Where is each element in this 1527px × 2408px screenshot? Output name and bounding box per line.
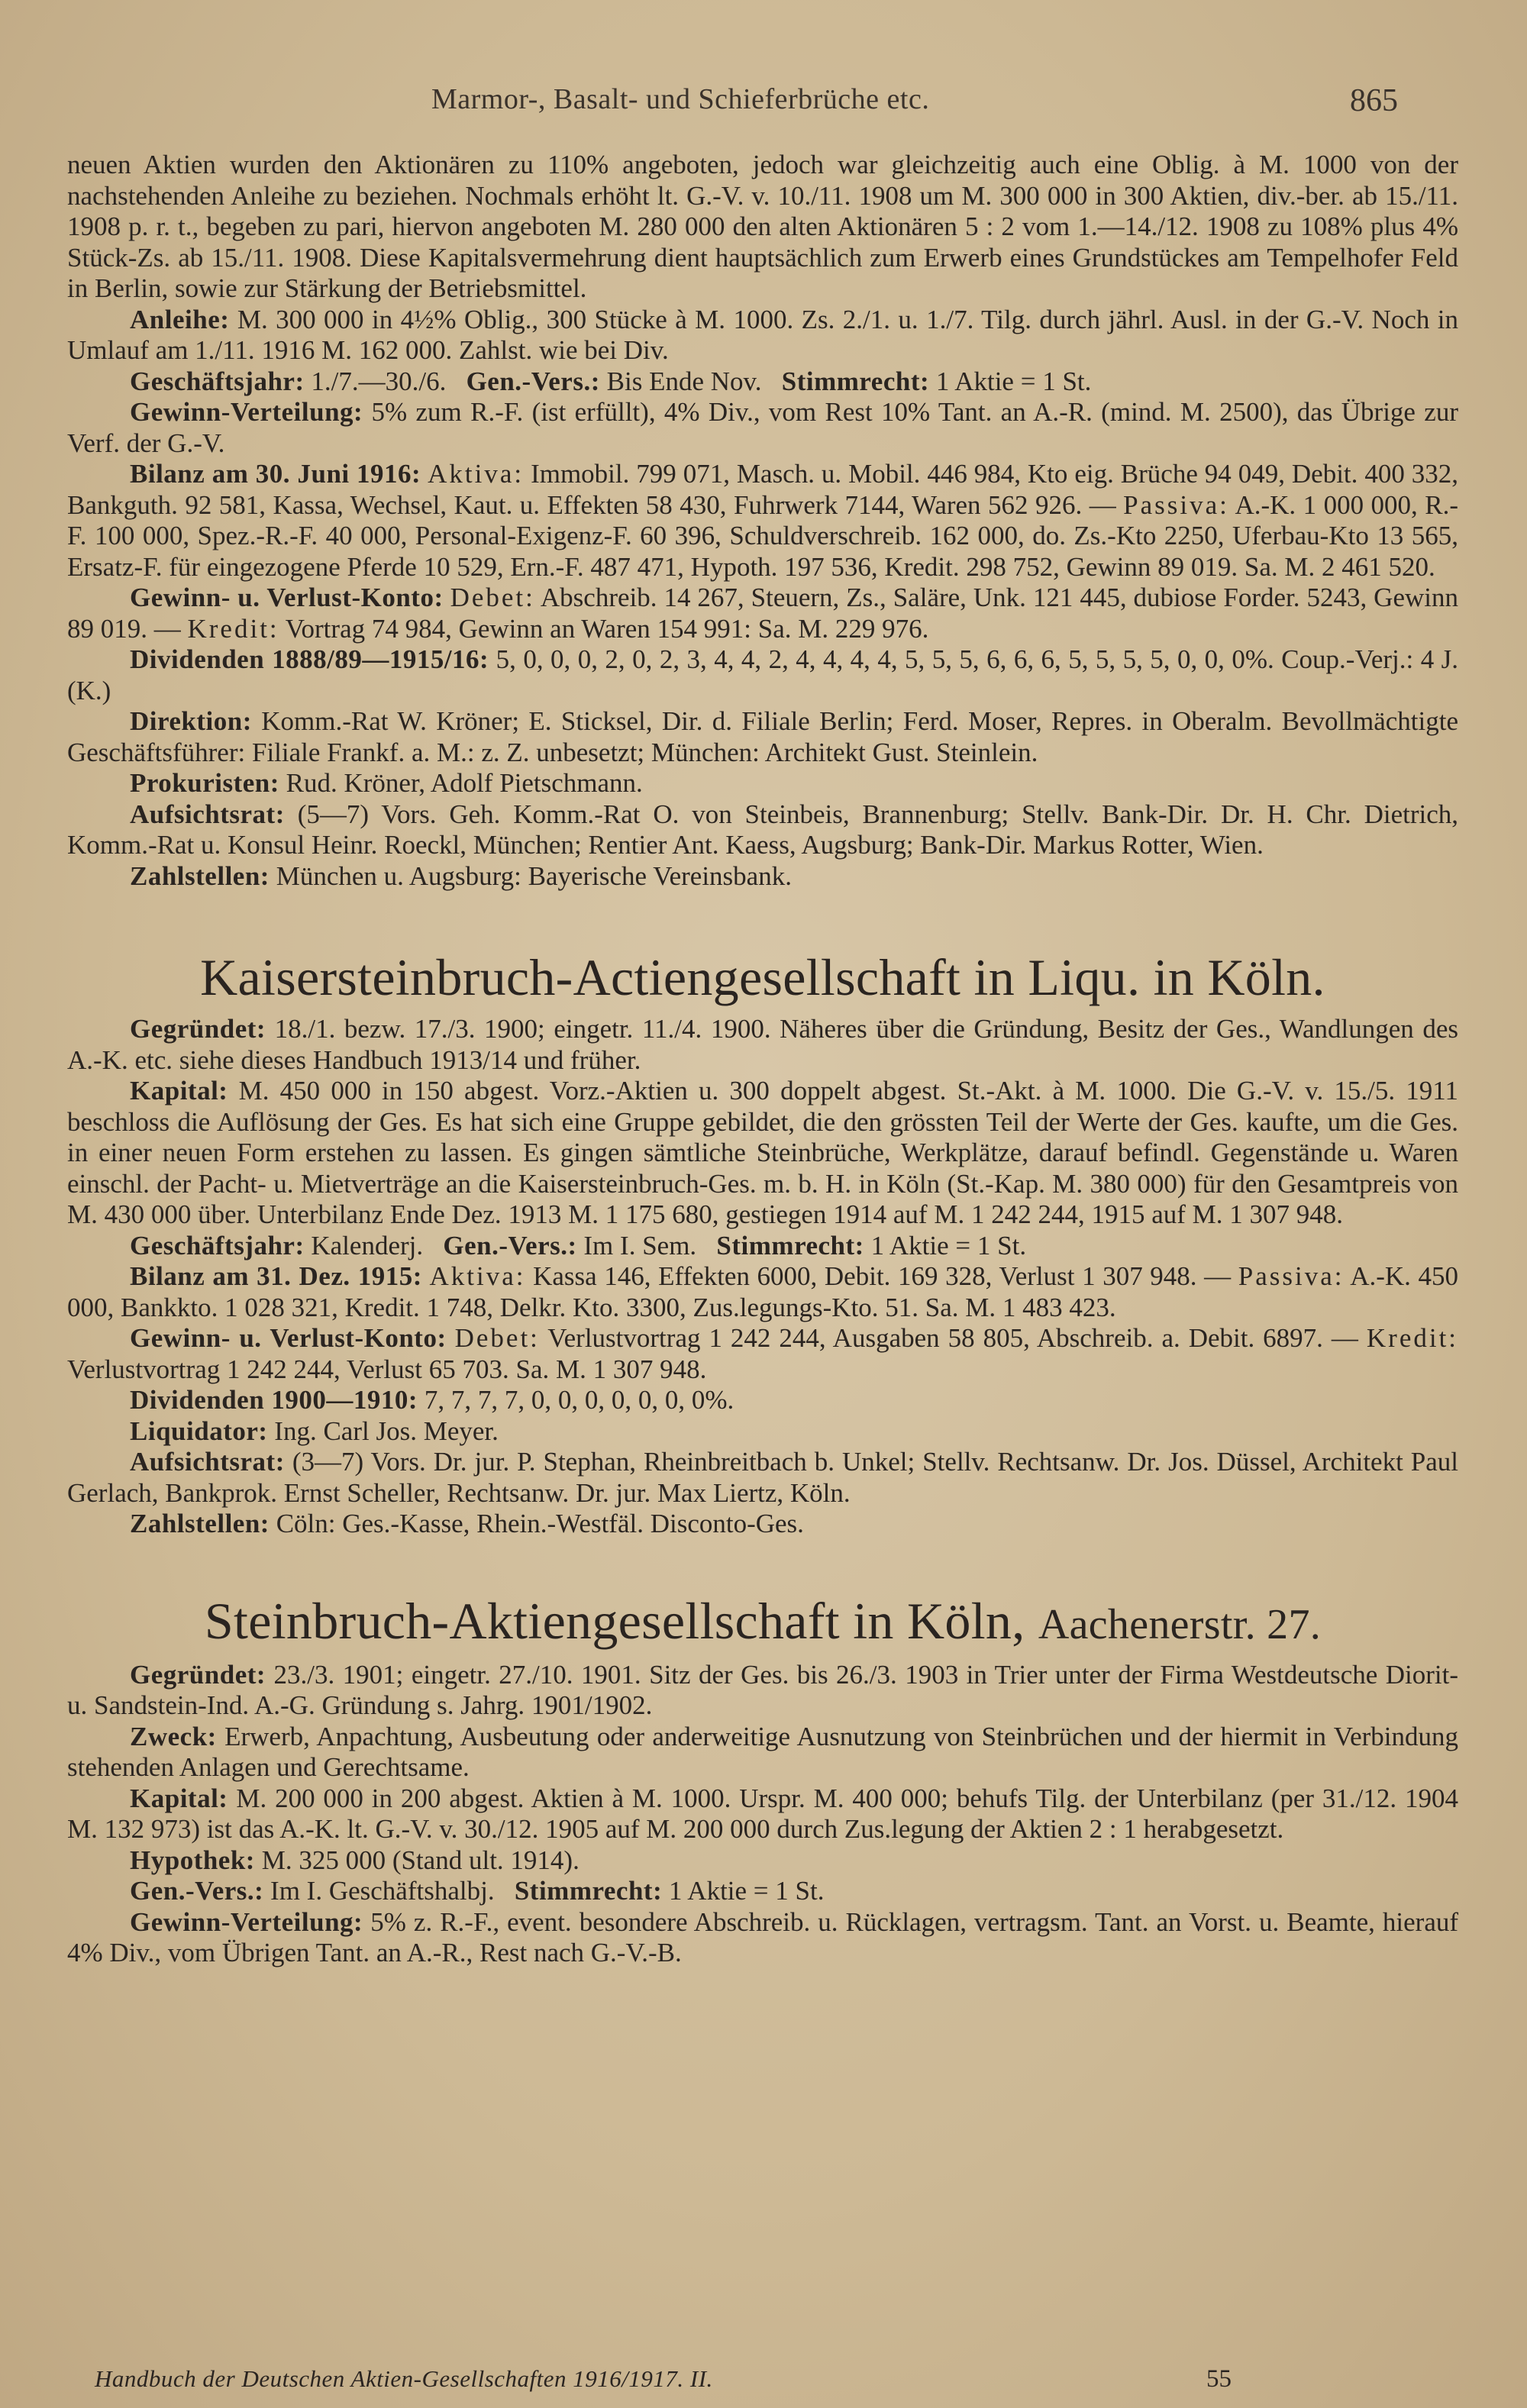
kaiserstein-gegruendet-paragraph (67, 1014, 1458, 1076)
aufsichtsrat-paragraph (67, 799, 1458, 861)
kaiserstein-zahlstellen-text: Cöln: Ges.-Kasse, Rhein.-Westfäl. Disconto-Ges. (276, 1509, 804, 1538)
aktiva-label: Aktiva: (428, 459, 525, 489)
passiva-text: A.-K. 1 000 000, R.-F. 100 000, Spez.-R.-F. 40 000, Personal-Exigenz-F. 60 396, Schuldverschreib. 162 000, do. Zs.-Kto 2250, Uferbau-Kto 13 565, Ersatz-F. für eingezogene Pferde 10 529, Ern.-F. 487 471, Hypoth. 197 536, Kredit. 298 752, Gewinn 89 019. Sa. M. 2 461 520. (67, 489, 1458, 582)
anleihe-label: Anleihe: (130, 304, 230, 334)
kredit-text: Vortrag 74 984, Gewinn an Waren 154 991: Sa. M. 229 976. (285, 613, 929, 644)
kaiserstein-aufsichtsrat-label: Aufsichtsrat: (130, 1447, 285, 1477)
steinbruch-stimmrecht-label: Stimmrecht: (514, 1876, 663, 1906)
kaiserstein-kapital-text: M. 450 000 in 150 abgest. Vorz.-Aktien u. 300 doppelt abgest. St.-Akt. à M. 1000. Die G.-V. v. 15./5. 1911 beschloss die Auflösung der Ges. Es hat sich eine Gruppe gebildet, die den grössten Teil der Werte der Ges. kaufte, um die Ges. in einer neuen Form erstehen zu lassen. Es gingen sämtliche Steinbrüche, Werkplätze, darauf befindl. Gegenstände u. Waren einschl. der Pacht- u. Mietverträge an die Kaisersteinbruch-Ges. m. b. H. in Köln (St.-Kap. M. 380 000) für den Gesamtpreis von M. 430 000 über. Unterbilanz Ende Dez. 1913 M. 1 175 680, gestiegen 1914 auf M. 1 242 244, 1915 auf M. 1 307 948. (67, 1076, 1459, 1229)
kaiserstein-dividenden-label: Dividenden 1900—1910: (130, 1385, 418, 1415)
kaiserstein-gegruendet-label: Gegründet: (130, 1014, 266, 1044)
page-content (67, 150, 1458, 1969)
kaiserstein-liquidator-paragraph (67, 1416, 1458, 1448)
stimmrecht-label: Stimmrecht: (781, 366, 930, 396)
kaiserstein-kredit-label: Kredit: (1366, 1323, 1459, 1353)
kaiserstein-zahlstellen-label: Zahlstellen: (130, 1509, 270, 1538)
kaiserstein-title: Kaisersteinbruch-Actiengesellschaft in Liqu. in Köln. (200, 948, 1325, 1006)
steinbruch-gegruendet-label: Gegründet: (130, 1659, 266, 1690)
kaiserstein-passiva-label: Passiva: (1238, 1261, 1345, 1291)
direktion-label: Direktion: (130, 706, 252, 736)
steinbruch-title-main: Steinbruch-Aktiengesellschaft in Köln, (204, 1591, 1025, 1650)
steinbruch-zweck-label: Zweck: (130, 1721, 217, 1751)
kaiserstein-entry (67, 947, 1458, 1540)
kredit-label: Kredit: (187, 613, 279, 644)
capital-continuation-paragraph: neuen Aktien wurden den Aktionären zu 110% angeboten, jedoch war gleichzeitig auch eine Oblig. à M. 1000 von der nachstehenden Anleihe zu beziehen. Nochmals erhöht lt. G.-V. v. 10./11. 1908 um M. 300 000 in 300 Aktien, div.-ber. ab 15./11. 1908 p. r. t., begeben zu pari, hiervon angeboten M. 280 000 den alten Aktionären 5 : 2 vom 1.—14./12. 1908 zu 108% plus 4% Stück-Zs. ab 15./11. 1908. Diese Kapitalsvermehrung dient hauptsächlich zum Erwerb eines Grundstückes am Tempelhofer Feld in Berlin, sowie zur Stärkung der Betriebsmittel. (67, 150, 1458, 303)
steinbruch-genvers-label: Gen.-Vers.: (130, 1876, 264, 1906)
kaiserstein-zahlstellen-paragraph (67, 1509, 1458, 1540)
kaiserstein-stimmrecht-text: 1 Aktie = 1 St. (870, 1230, 1027, 1260)
stimmrecht-text: 1 Aktie = 1 St. (935, 366, 1092, 396)
guv-paragraph (67, 583, 1458, 644)
steinbruch-zweck-text: Erwerb, Anpachtung, Ausbeutung oder anderweitige Ausnutzung von Steinbrüchen und der hiermit in Verbindung stehenden Anlagen und Gerechtsame. (67, 1721, 1458, 1782)
passiva-label: Passiva: (1123, 489, 1229, 520)
zahlstellen-label: Zahlstellen: (130, 860, 270, 891)
kaiserstein-passiva-text: A.-K. 450 000, Bankkto. 1 028 321, Kredit. 1 748, Delkr. Kto. 3300, Zus.legungs-Kto. 51. Sa. M. 1 483 423. (67, 1261, 1458, 1322)
steinbruch-gewinnverteilung-label: Gewinn-Verteilung: (130, 1906, 363, 1937)
bilanz-paragraph (67, 459, 1458, 583)
prokuristen-text: Rud. Kröner, Adolf Pietschmann. (286, 768, 643, 798)
aktiva-text: Immobil. 799 071, Masch. u. Mobil. 446 984, Kto eig. Brüche 94 049, Debit. 400 332, Bankguth. 92 581, Kassa, Wechsel, Kaut. u. Effekten 58 430, Fuhrwerk 7144, Waren 562 926. — (67, 459, 1459, 520)
kaiserstein-debet-text: Verlustvortrag 1 242 244, Ausgaben 58 805, Abschreib. a. Debit. 6897. — (547, 1323, 1358, 1353)
dividenden-text: 5, 0, 0, 0, 2, 0, 2, 3, 4, 4, 2, 4, 4, 4, 4, 5, 5, 5, 6, 6, 6, 5, 5, 5, 5, 0, 0, 0%. Coup.-Verj.: 4 J. (K.) (67, 644, 1459, 705)
debet-text: Abschreib. 14 267, Steuern, Zs., Saläre, Unk. 121 445, dubiose Forder. 5243, Gewinn 89 019. — (67, 583, 1458, 644)
steinbruch-zweck-paragraph (67, 1722, 1458, 1783)
kaiserstein-bilanz-label: Bilanz am 31. Dez. 1915: (130, 1261, 422, 1291)
aufsichtsrat-text: (5—7) Vors. Geh. Komm.-Rat O. von Steinbeis, Brannenburg; Stellv. Bank-Dir. Dr. H. Chr. Dietrich, Komm.-Rat u. Konsul Heinr. Roeckl, München; Rentier Ant. Kaess, Augsburg; Bank-Dir. Markus Rotter, Wien. (67, 799, 1459, 860)
page-header (0, 82, 1527, 121)
kaiserstein-dividenden-text: 7, 7, 7, 7, 0, 0, 0, 0, 0, 0, 0%. (424, 1385, 734, 1415)
page-number: 865 (1350, 83, 1398, 118)
genvers-text: Bis Ende Nov. (606, 366, 762, 396)
anleihe-paragraph (67, 305, 1458, 366)
steinbruch-title-address: Aachenerstr. 27. (1038, 1600, 1322, 1648)
kaiserstein-aufsichtsrat-text: (3—7) Vors. Dr. jur. P. Stephan, Rheinbreitbach b. Unkel; Stellv. Rechtsanw. Dr. Jos. Düssel, Architekt Paul Gerlach, Bankprok. Ernst Scheller, Rechtsanw. Dr. jur. Max Liertz, Köln. (67, 1447, 1459, 1508)
kaiserstein-kapital-label: Kapital: (130, 1076, 228, 1106)
dividenden-paragraph (67, 644, 1458, 706)
steinbruch-gewinnverteilung-text: 5% z. R.-F., event. besondere Abschreib. u. Rücklagen, vertragsm. Tant. an Vorst. u. Beamte, hierauf 4% Div., vom Übrigen Tant. an A.-R., Rest nach G.-V.-B. (67, 1906, 1459, 1967)
kaiserstein-genvers-label: Gen.-Vers.: (443, 1230, 577, 1260)
kaiserstein-liquidator-label: Liquidator: (130, 1415, 268, 1446)
debet-label: Debet: (450, 583, 535, 612)
geschaeftsjahr-text: 1./7.—30./6. (311, 366, 447, 396)
steinbruch-title (67, 1590, 1458, 1655)
kaiserstein-kapital-paragraph (67, 1076, 1458, 1231)
kaiserstein-guv-label: Gewinn- u. Verlust-Konto: (130, 1323, 447, 1353)
steinbruch-meeting-paragraph (67, 1876, 1458, 1907)
steinbruch-entry (67, 1590, 1458, 1969)
kaiserstein-aktiva-label: Aktiva: (429, 1261, 526, 1291)
genvers-label: Gen.-Vers.: (466, 366, 600, 396)
kaiserstein-genvers-text: Im I. Sem. (583, 1230, 697, 1260)
kaiserstein-dividenden-paragraph (67, 1385, 1458, 1416)
gewinnverteilung-text: 5% zum R.-F. (ist erfüllt), 4% Div., vom Rest 10% Tant. an A.-R. (mind. M. 2500), das Übrige zur Verf. der G.-V. (67, 397, 1458, 458)
kaiserstein-geschaeftsjahr-text: Kalenderj. (311, 1230, 424, 1260)
gewinnverteilung-paragraph (67, 397, 1458, 459)
kaiserstein-meeting-paragraph (67, 1231, 1458, 1262)
zahlstellen-text: München u. Augsburg: Bayerische Vereinsbank. (276, 860, 792, 891)
geschaeftsjahr-label: Geschäftsjahr: (130, 366, 305, 396)
footer-signature: 55 (1206, 2365, 1232, 2393)
page-footer (0, 2365, 1527, 2397)
dividenden-label: Dividenden 1888/89—1915/16: (130, 644, 489, 674)
kaiserstein-bilanz-paragraph (67, 1261, 1458, 1323)
steinbruch-kapital-text: M. 200 000 in 200 abgest. Aktien à M. 1000. Urspr. M. 400 000; behufs Tilg. der Unterbilanz (per 31./12. 1904 M. 132 973) ist das A.-K. lt. G.-V. v. 30./12. 1905 auf M. 200 000 durch Zus.legung der Aktien 2 : 1 herabgesetzt. (67, 1783, 1459, 1844)
steinbruch-hypothek-paragraph (67, 1845, 1458, 1877)
steinbruch-kapital-label: Kapital: (130, 1783, 228, 1813)
steinbruch-hypothek-text: M. 325 000 (Stand ult. 1914). (261, 1845, 579, 1875)
gewinnverteilung-label: Gewinn-Verteilung: (130, 397, 363, 427)
guv-label: Gewinn- u. Verlust-Konto: (130, 583, 444, 612)
zahlstellen-paragraph (67, 861, 1458, 893)
previous-entry-continuation (67, 150, 1458, 892)
kaiserstein-aktiva-text: Kassa 146, Effekten 6000, Debit. 169 328, Verlust 1 307 948. — (533, 1261, 1232, 1291)
prokuristen-label: Prokuristen: (130, 768, 279, 798)
steinbruch-gegruendet-text: 23./3. 1901; eingetr. 27./10. 1901. Sitz der Ges. bis 26./3. 1903 in Trier unter der Firma Westdeutsche Diorit- u. Sandstein-Ind. A.-G. Gründung s. Jahrg. 1901/1902. (67, 1659, 1459, 1720)
kaiserstein-stimmrecht-label: Stimmrecht: (716, 1230, 864, 1260)
bilanz-label: Bilanz am 30. Juni 1916: (130, 459, 421, 489)
steinbruch-hypothek-label: Hypothek: (130, 1845, 255, 1875)
steinbruch-stimmrecht-text: 1 Aktie = 1 St. (668, 1876, 825, 1906)
steinbruch-genvers-text: Im I. Geschäftshalbj. (270, 1876, 495, 1906)
running-title: Marmor-, Basalt- und Schieferbrüche etc. (431, 83, 930, 115)
kaiserstein-liquidator-text: Ing. Carl Jos. Meyer. (274, 1415, 499, 1446)
anleihe-text: M. 300 000 in 4½% Oblig., 300 Stücke à M. 1000. Zs. 2./1. u. 1./7. Tilg. durch jährl. Ausl. in der G.-V. Noch in Umlauf am 1./11. 1916 M. 162 000. Zahlst. wie bei Div. (67, 304, 1459, 365)
meeting-paragraph (67, 366, 1458, 398)
direktion-text: Komm.-Rat W. Kröner; E. Sticksel, Dir. d. Filiale Berlin; Ferd. Moser, Repres. in Oberalm. Bevollmächtigte Geschäftsführer: Filiale Frankf. a. M.: z. Z. unbesetzt; München: Architekt Gust. Steinlein. (67, 706, 1458, 767)
kaiserstein-debet-label: Debet: (454, 1323, 540, 1353)
prokuristen-paragraph (67, 768, 1458, 799)
steinbruch-gegruendet-paragraph (67, 1660, 1458, 1722)
kaiserstein-guv-paragraph (67, 1323, 1458, 1385)
aufsichtsrat-label: Aufsichtsrat: (130, 799, 285, 829)
steinbruch-gewinnverteilung-paragraph (67, 1907, 1458, 1969)
kaiserstein-geschaeftsjahr-label: Geschäftsjahr: (130, 1230, 305, 1260)
steinbruch-kapital-paragraph (67, 1783, 1458, 1845)
kaiserstein-kredit-text: Verlustvortrag 1 242 244, Verlust 65 703. Sa. M. 1 307 948. (67, 1354, 707, 1384)
direktion-paragraph (67, 706, 1458, 768)
kaiserstein-aufsichtsrat-paragraph (67, 1447, 1458, 1509)
kaiserstein-gegruendet-text: 18./1. bezw. 17./3. 1900; eingetr. 11./4. 1900. Näheres über die Gründung, Besitz der Ges., Wandlungen des A.-K. etc. siehe dieses Handbuch 1913/14 und früher. (67, 1014, 1458, 1075)
footer-book-title: Handbuch der Deutschen Aktien-Gesellschaften 1916/1917. II. (95, 2365, 713, 2392)
